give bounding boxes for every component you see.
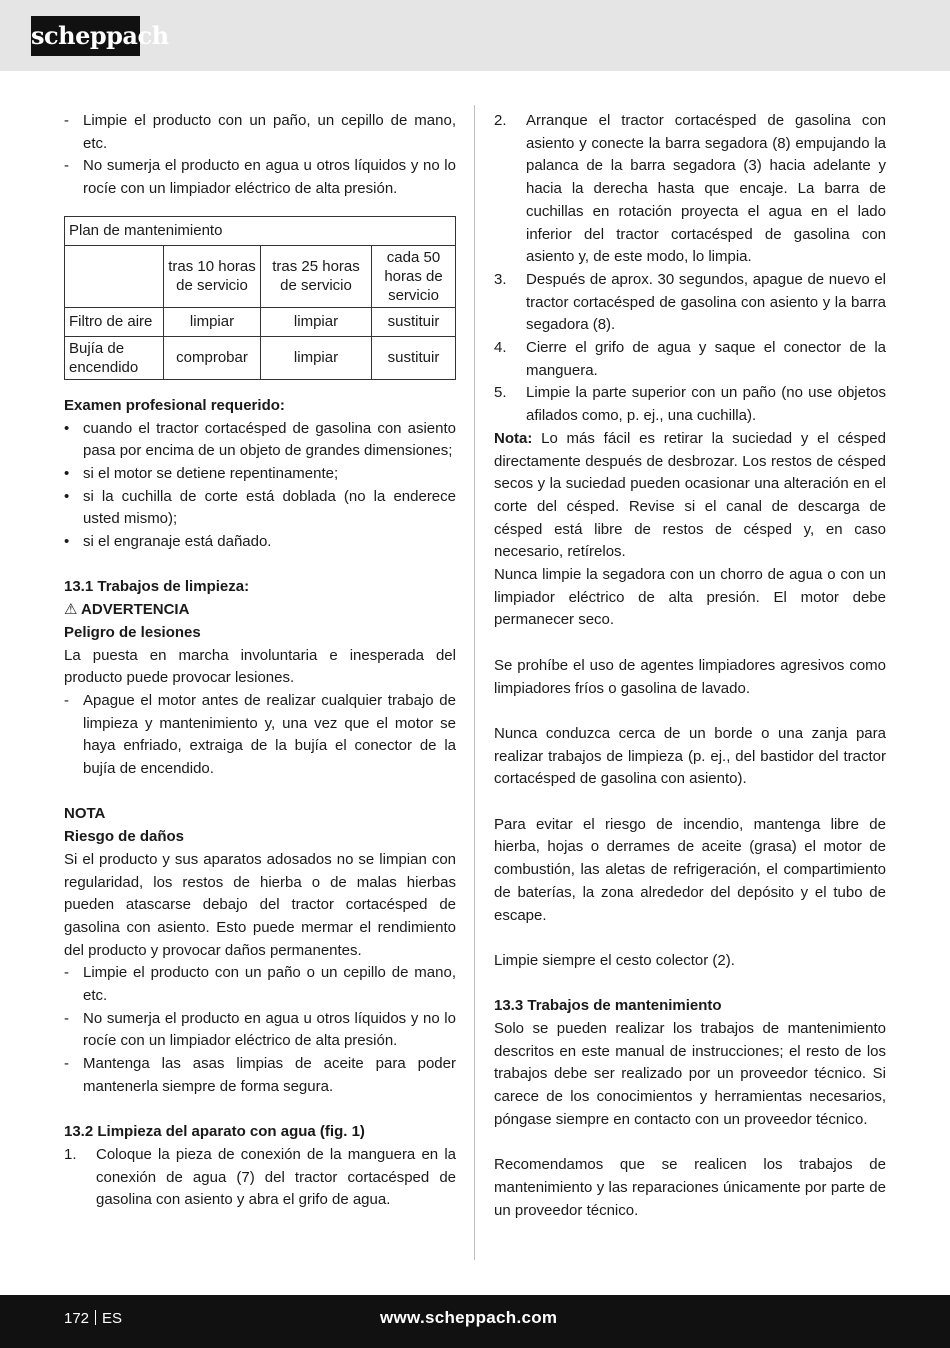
paragraph: Limpie siempre el cesto colector (2). [494, 951, 735, 969]
section-13-2-heading: 13.2 Limpieza del aparato con agua (fig. 1) [64, 1123, 365, 1141]
list-item: - Limpie el producto con un paño o un cepillo de mano, etc. [64, 964, 456, 1005]
warning-subtitle: Peligro de lesiones [64, 623, 201, 641]
paragraph: Recomendamos que se realicen los trabajos de mantenimiento y las reparaciones únicamente por parte de un proveedor técnico. [494, 1156, 886, 1219]
warning-label: ⚠ ADVERTENCIA [64, 601, 190, 619]
page-number: 172 [64, 1310, 90, 1327]
list-item: - Apague el motor antes de realizar cualquier trabajo de limpieza y mantenimiento y, una vez que el motor se haya enfriado, extraiga de la bujía el conector de la bujía de encendido. [64, 691, 456, 778]
list-item: - Limpie el producto con un paño, un cepillo de mano, etc. [64, 112, 456, 152]
list-item: 1. Coloque la pieza de conexión de la manguera en la conexión de agua (7) del tractor cortacésped de gasolina con asiento y abra el grifo de agua. [64, 1145, 456, 1209]
paragraph: Para evitar el riesgo de incendio, mantenga libre de hierba, hojas o derrames de aceite (grasa) el motor de combustión, las aletas de refrigeración, el compartimiento de baterías, la zona alrededor del depósito y el tubo de escape. [494, 815, 886, 924]
list-item: - No sumerja el producto en agua u otros líquidos y no lo rocíe con un limpiador eléctrico de alta presión. [64, 157, 456, 198]
table-cell: Filtro de aire [65, 307, 164, 336]
exam-title: Examen profesional requerido: [64, 396, 285, 414]
left-column [64, 110, 456, 1212]
table-row [65, 336, 456, 379]
list-item: 5. Limpie la parte superior con un paño (no use objetos afilados como, p. ej., una cuchilla). [494, 384, 886, 425]
table-cell: comprobar [164, 336, 261, 379]
list-item: • si el engranaje está dañado. [64, 533, 272, 551]
table-title: Plan de mantenimiento [65, 216, 456, 245]
list-item: 4. Cierre el grifo de agua y saque el conector de la manguera. [494, 339, 886, 379]
paragraph: Nunca limpie la segadora con un chorro de agua o con un limpiador eléctrico de alta presión. El motor debe permanecer seco. [494, 566, 886, 629]
nota-subtitle: Riesgo de daños [64, 828, 185, 846]
language-code: ES [102, 1310, 123, 1327]
website-url: www.scheppach.com [380, 1308, 558, 1327]
table-cell: Bujía de encendido [65, 336, 164, 379]
header-bar [0, 0, 950, 71]
table-cell: limpiar [261, 307, 372, 336]
table-cell: sustituir [372, 307, 456, 336]
right-column [494, 110, 886, 1222]
column-divider [474, 105, 475, 1260]
scheppach-logo: scheppach [31, 16, 140, 56]
maintenance-plan-table [64, 216, 456, 380]
table-header-cell: cada 50 horas de servicio [372, 245, 456, 307]
note-label: Nota: [494, 429, 533, 447]
nota-label: NOTA [64, 805, 106, 823]
table-cell: limpiar [261, 336, 372, 379]
list-item: - Mantenga las asas limpias de aceite para poder mantenerla siempre de forma segura. [64, 1055, 456, 1095]
list-item: - No sumerja el producto en agua u otros líquidos y no lo rocíe con un limpiador eléctrico de alta presión. [64, 1009, 456, 1050]
paragraph: Nunca conduzca cerca de un borde o una zanja para realizar trabajos de limpieza (p. ej., del bastidor del tractor cortacésped de gasolina con asiento). [494, 724, 886, 788]
nota-text: Si el producto y sus aparatos adosados no se limpian con regularidad, los restos de hierba o de malas hierbas pueden atascarse debajo del tractor cortacésped de gasolina con asiento. Esto puede mermar el rendimiento del producto y provocar daños permanentes. [64, 850, 456, 959]
list-item: 3. Después de aprox. 30 segundos, apague de nuevo el tractor cortacésped de gasolina con asiento y la barra segadora (8). [494, 270, 886, 334]
paragraph: Se prohíbe el uso de agentes limpiadores agresivos como limpiadores fríos o gasolina de lavado. [494, 656, 886, 697]
table-cell: limpiar [164, 307, 261, 336]
list-item: • cuando el tractor cortacésped de gasolina con asiento pasa por encima de un objeto de grandes dimensiones; [64, 419, 456, 460]
table-header-cell: tras 10 horas de servicio [164, 245, 261, 307]
footer-bar [0, 1295, 950, 1348]
table-header-cell: tras 25 horas de servicio [261, 245, 372, 307]
table-row [65, 307, 456, 336]
warning-text: La puesta en marcha involuntaria e inesperada del producto puede provocar lesiones. [64, 646, 456, 687]
list-item: 2. Arranque el tractor cortacésped de gasolina con asiento y conecte la barra segadora (8) empujando la palanca de la barra segadora (3) hacia adelante y hacia la derecha hasta que encaje. La barra de cuchillas en rotación proyecta el agua en el lado inferior del tractor cortacésped de gasolina con asiento y, de este modo, lo limpia. [494, 112, 886, 266]
note-paragraph: Nota: Lo más fácil es retirar la suciedad y el césped directamente después de desbrozar. Los restos de césped secos y la suciedad pueden ocasionar una alteración en el corte del césped. Revise si el canal de descarga de césped está libre de restos de césped y, en caso necesario, retírelos. [494, 429, 886, 561]
list-item: • si la cuchilla de corte está doblada (no la enderece usted mismo); [64, 487, 456, 528]
table-header-cell [65, 245, 164, 307]
section-13-3-heading: 13.3 Trabajos de mantenimiento [494, 997, 722, 1015]
table-cell: sustituir [372, 336, 456, 379]
page-indicator [64, 1310, 122, 1327]
section-13-1-heading: 13.1 Trabajos de limpieza: [64, 578, 250, 596]
paragraph: Solo se pueden realizar los trabajos de mantenimiento descritos en este manual de instrucciones; el resto de los trabajos debe ser realizado por un proveedor técnico. Si carece de los conocimientos y herramientas necesarios, póngase siempre en contacto con un proveedor técnico. [494, 1020, 886, 1128]
list-item: • si el motor se detiene repentinamente; [64, 464, 339, 482]
